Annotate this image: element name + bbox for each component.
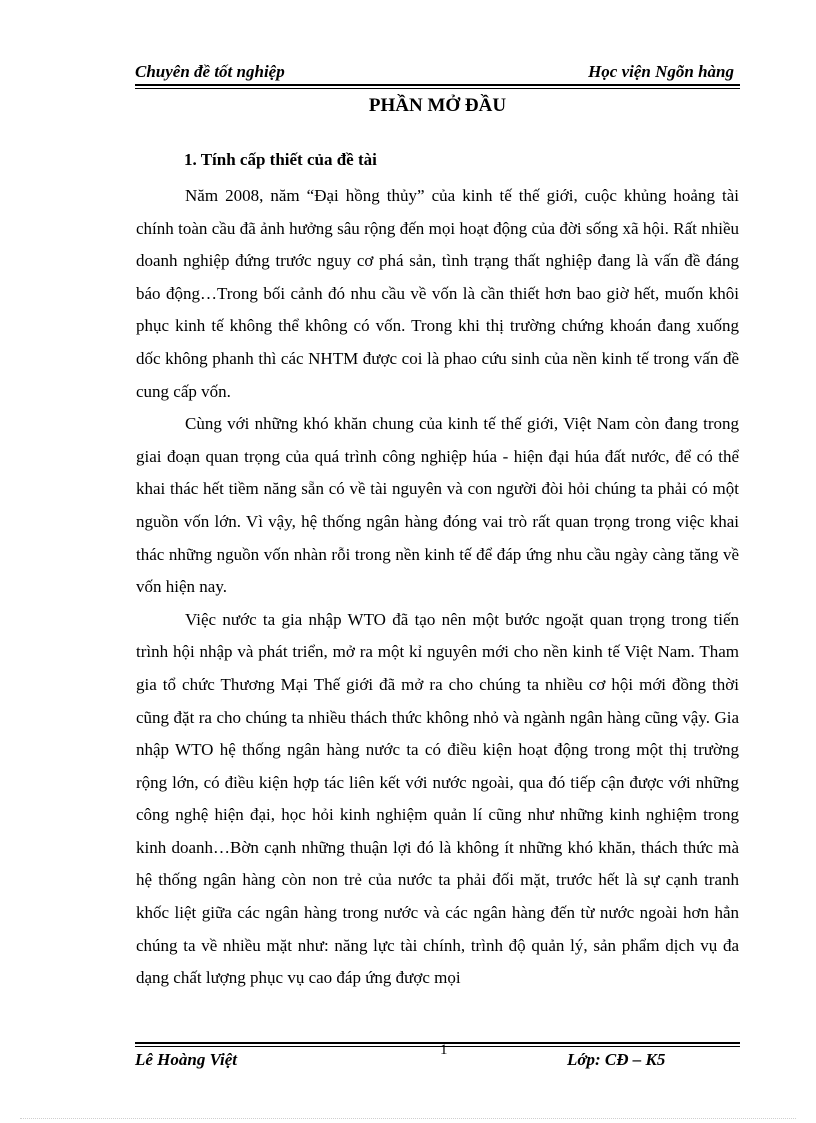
page-edge-divider: [20, 1118, 796, 1119]
paragraph-2: Cùng với những khó khăn chung của kinh tế thế giới, Việt Nam còn đang trong giai đoạn quan trọng của quá trình công nghiệp húa - hiện đại húa đất nước, để có thể khai thác hết tiềm năng sẵn có về tài nguyên và con người đòi hỏi chúng ta phải có một nguồn vốn lớn. Vì vậy, hệ thống ngân hàng đóng vai trò rất quan trọng trong việc khai thác những nguồn vốn nhàn rỗi trong nền kinh tế để đáp ứng nhu cầu ngày càng tăng về vốn hiện nay.: [136, 414, 739, 597]
page-header: [135, 60, 740, 86]
footer-class: Lớp: CĐ – K5: [567, 1050, 666, 1069]
header-institution: Học viện Ngõn hàng: [588, 62, 734, 81]
header-document-type: Chuyên đề tốt nghiệp: [135, 62, 285, 81]
footer-author: Lê Hoàng Việt: [135, 1050, 237, 1069]
page-number: 1: [440, 1042, 448, 1058]
page-footer: [135, 1042, 740, 1074]
paragraph-3: Việc nước ta gia nhập WTO đã tạo nên một bước ngoặt quan trọng trong tiến trình hội nhập và phát triển, mở ra một kỉ nguyên mới cho nền kinh tế Việt Nam. Tham gia tổ chức Thương Mại Thế giới đã mở ra cho chúng ta nhiều cơ hội mới đồng thời cũng đặt ra cho chúng ta nhiều thách thức không nhỏ và ngành ngân hàng cũng vậy. Gia nhập WTO hệ thống ngân hàng nước ta có điều kiện hoạt động trong một thị trường rộng lớn, có điều kiện hợp tác liên kết với nước ngoài, qua đó tiếp cận được với những công nghệ hiện đại, học hỏi kinh nghiệm quản lí cũng như những kinh nghiệm trong kinh doanh…Bờn cạnh những thuận lợi đó là không ít những khó khăn, thách thức mà hệ thống ngân hàng còn non trẻ của nước ta phải đối mặt, trước hết là sự cạnh tranh khốc liệt giữa các ngân hàng trong nước và các ngân hàng đến từ nước ngoài hơn hẳn chúng ta về nhiều mặt như: năng lực tài chính, trình độ quản lý, sản phẩm dịch vụ đa dạng chất lượng phục vụ cao đáp ứng được mọi: [136, 609, 739, 988]
section-heading: 1. Tính cấp thiết của đề tài: [184, 150, 377, 169]
body-text: [136, 180, 739, 995]
page-title: PHẦN MỞ ĐẦU: [368, 95, 507, 116]
paragraph-1: Năm 2008, năm “Đại hồng thủy” của kinh tế thế giới, cuộc khủng hoảng tài chính toàn cầu đã ảnh hưởng sâu rộng đến mọi hoạt động của đời sống xã hội. Rất nhiều doanh nghiệp đứng trước nguy cơ phá sản, tình trạng thất nghiệp đang là vấn đề đáng báo động…Trong bối cảnh đó nhu cầu về vốn là cần thiết hơn bao giờ hết, muốn khôi phục kinh tế không thể không có vốn. Trong khi thị trường chứng khoán đang xuống dốc không phanh thì các NHTM được coi là phao cứu sinh của nền kinh tế trong vấn đề cung cấp vốn.: [136, 186, 739, 401]
